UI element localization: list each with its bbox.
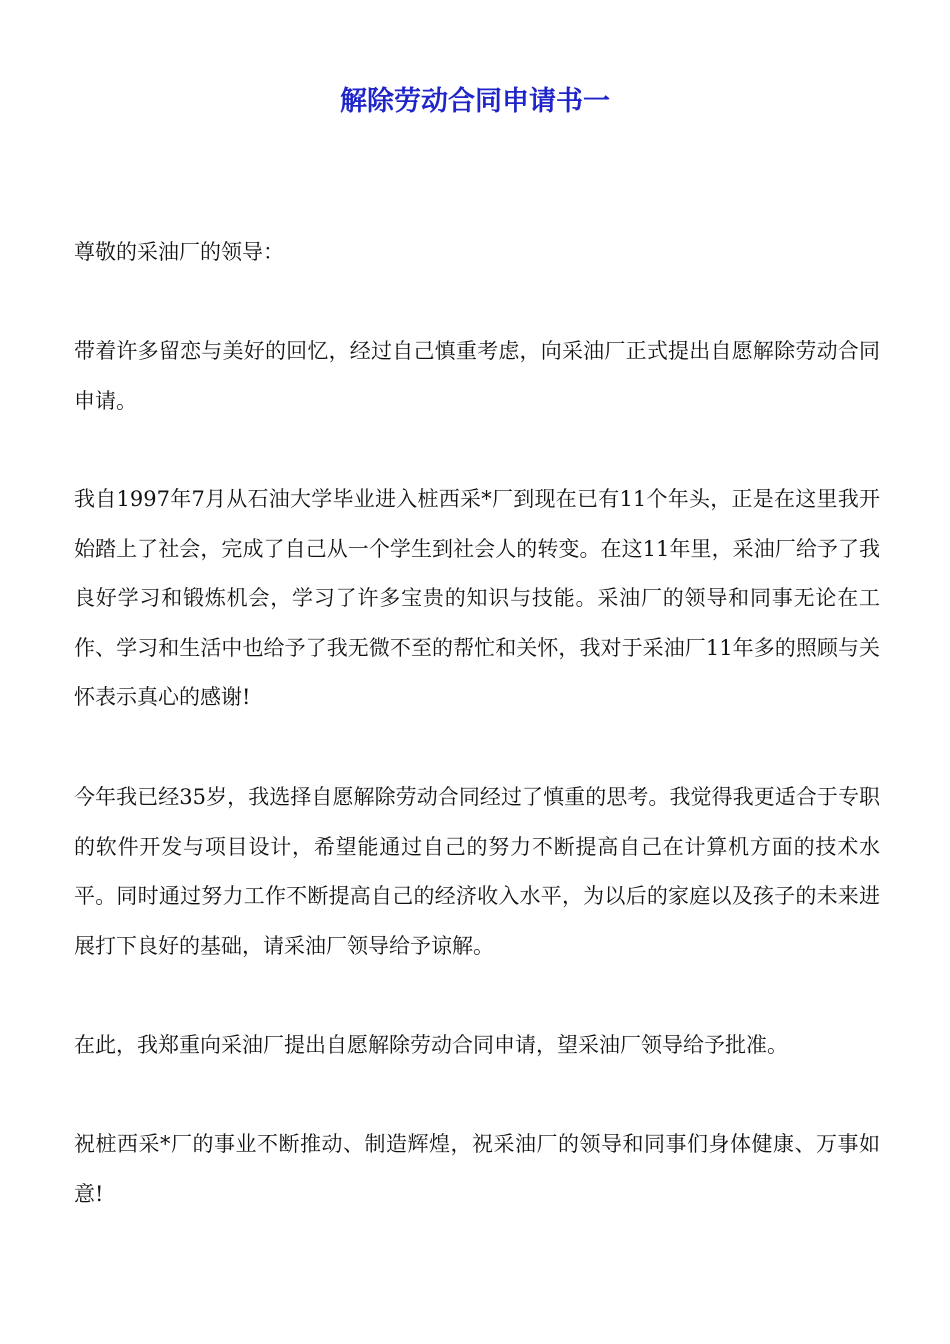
- paragraph-history: 我自1997年7月从石油大学毕业进入桩西采*厂到现在已有11个年头，正是在这里我开始踏上了社会，完成了自己从一个学生到社会人的转变。在这11年里，采油厂给予了我良好学习和锻炼机会，学习了许多宝贵的知识与技能。采油厂的领导和同事无论在工作、学习和生活中也给予了我无微不至的帮忙和关怀，我对于采油厂11年多的照顾与关怀表示真心的感谢!: [74, 487, 880, 709]
- greeting: 尊敬的采油厂的领导：: [74, 240, 284, 264]
- paragraph-reason: 今年我已经35岁，我选择自愿解除劳动合同经过了慎重的思考。我觉得我更适合于专职的软件开发与项目设计，希望能通过自己的努力不断提高自己在计算机方面的技术水平。同时通过努力工作不断提高自己的经济收入水平，为以后的家庭以及孩子的未来进展打下良好的基础，请采油厂领导给予谅解。: [74, 785, 880, 958]
- paragraph-intent: 带着许多留恋与美好的回忆，经过自己慎重考虑，向采油厂正式提出自愿解除劳动合同申请。: [74, 339, 880, 413]
- paragraph-wishes: 祝桩西采*厂的事业不断推动、制造辉煌，祝采油厂的领导和同事们身体健康、万事如意!: [74, 1132, 880, 1206]
- document-title: 解除劳动合同申请书一: [340, 86, 610, 117]
- paragraph-request: 在此，我郑重向采油厂提出自愿解除劳动合同申请，望采油厂领导给予批准。: [74, 1033, 788, 1057]
